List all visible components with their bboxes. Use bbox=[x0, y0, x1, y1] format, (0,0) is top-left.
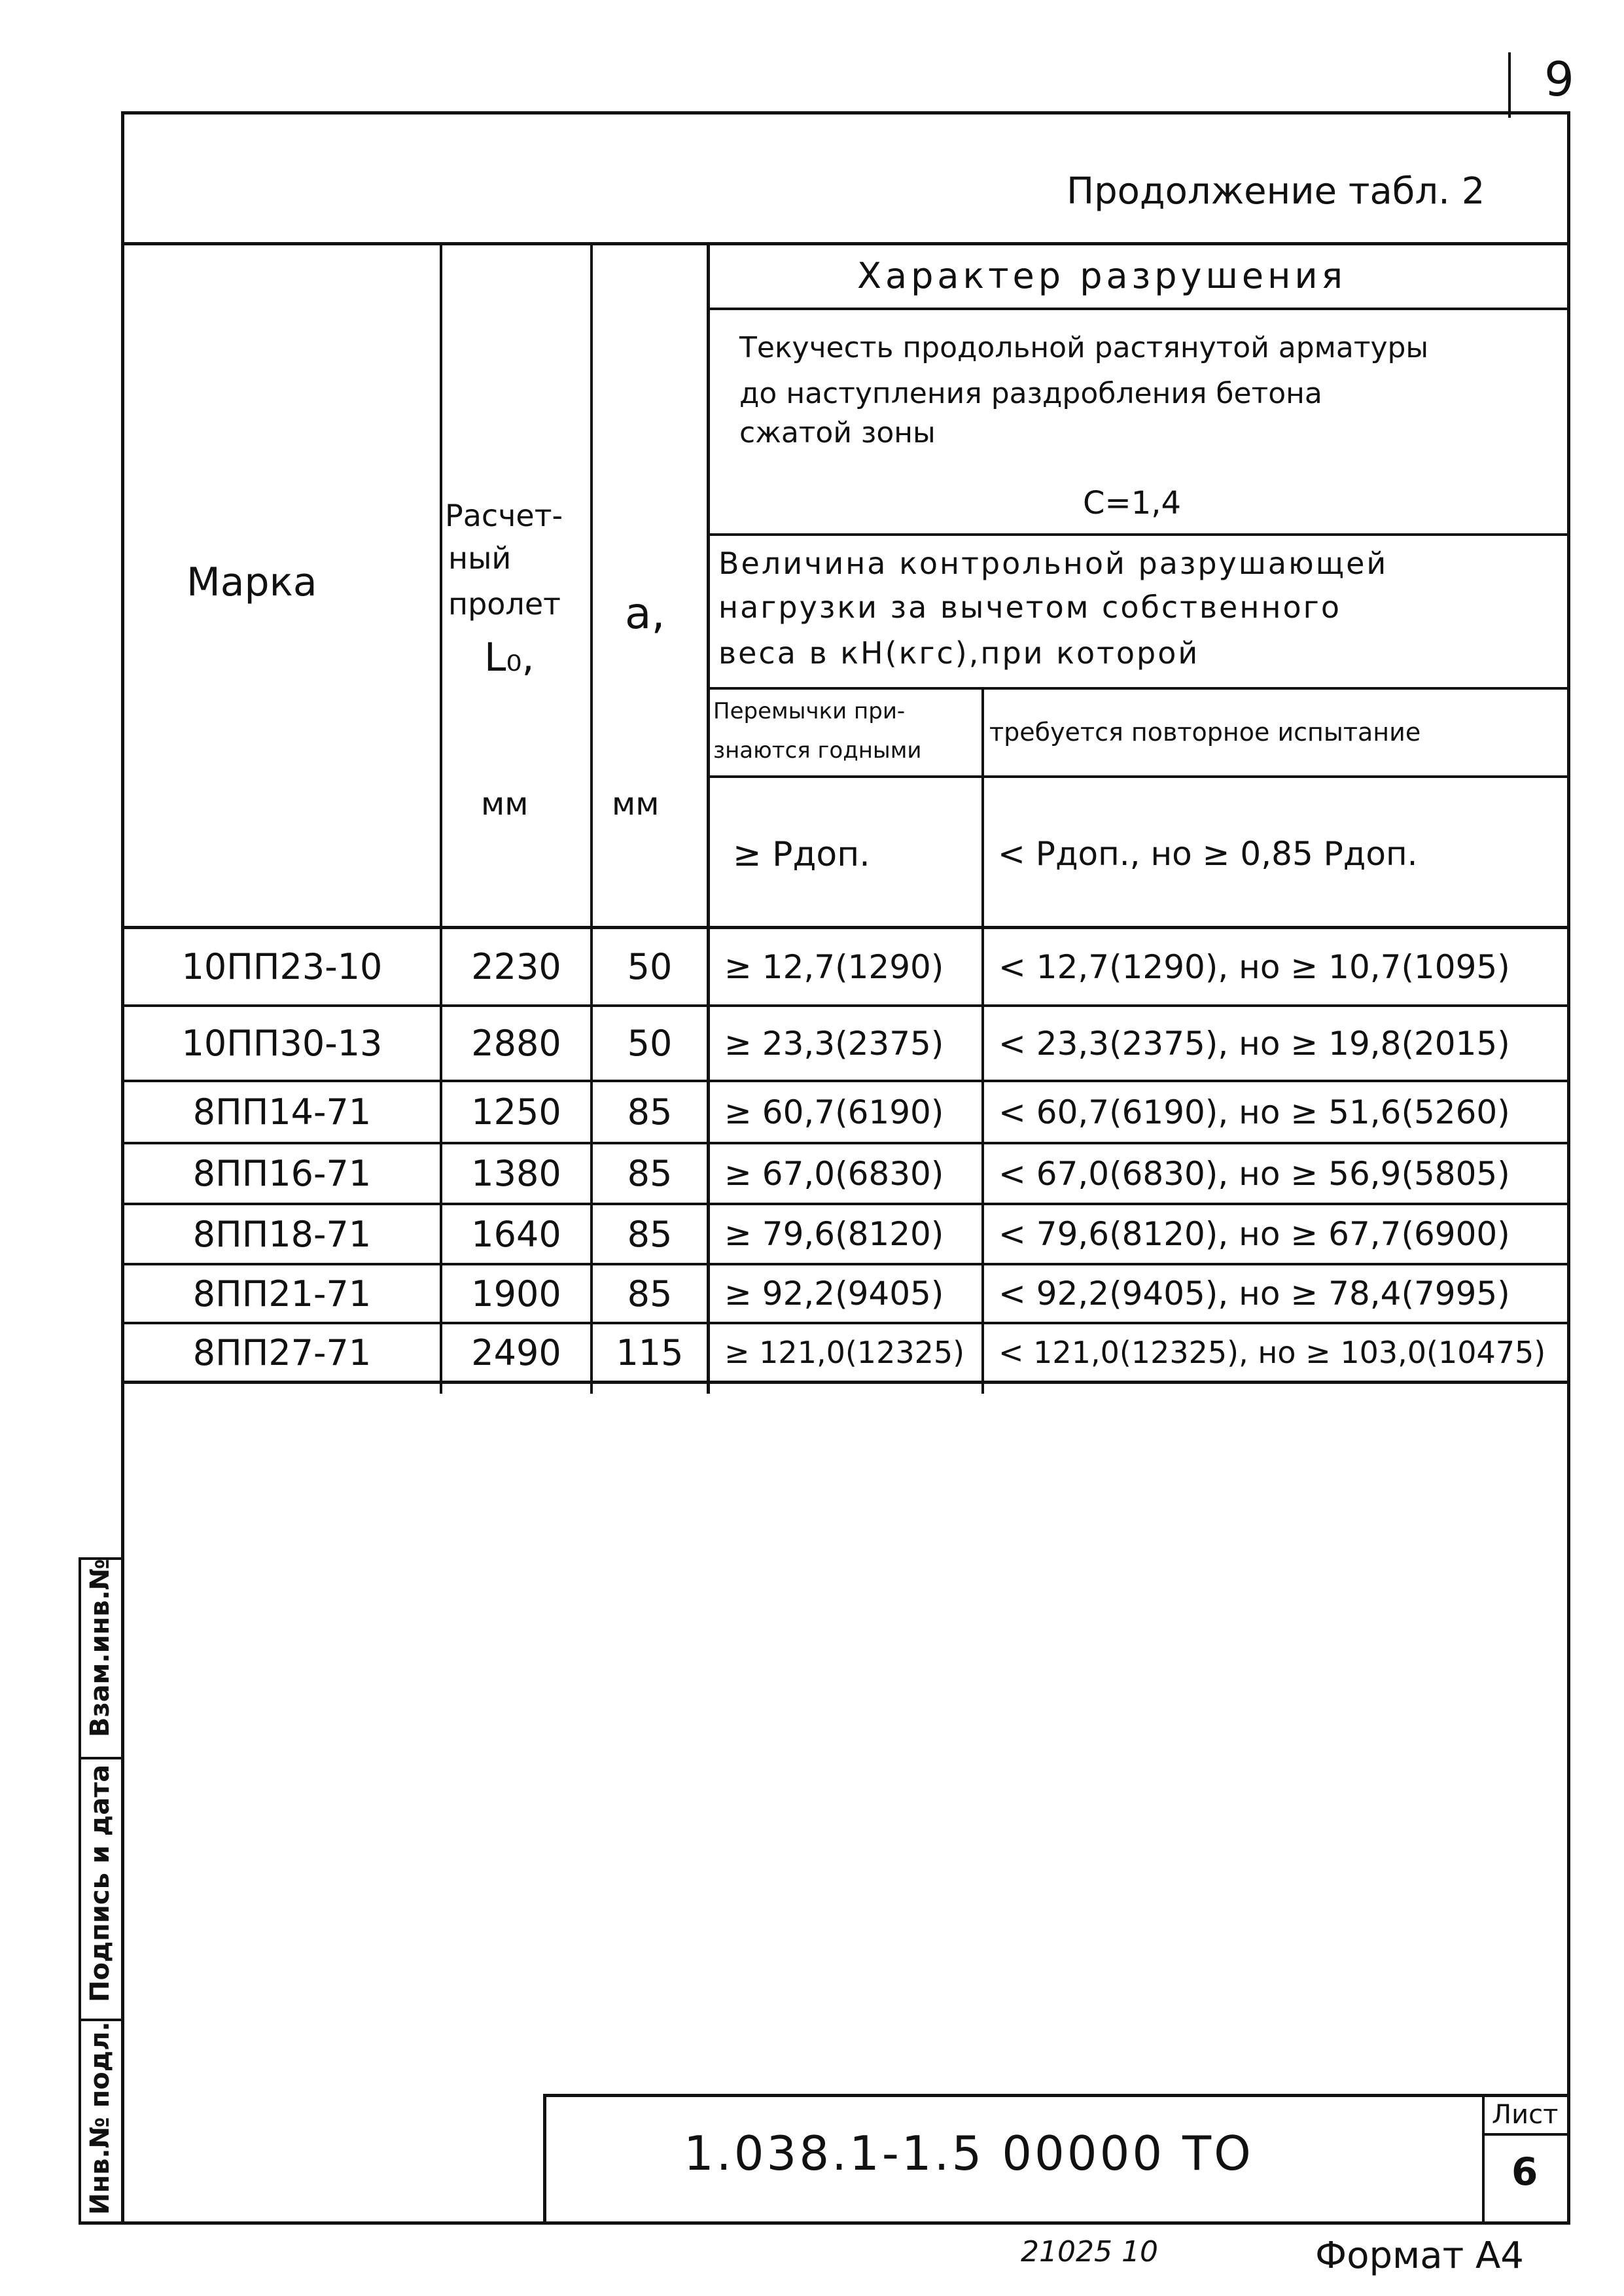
h-line-subheader bbox=[707, 775, 1570, 778]
table-row-5-mark: 8ПП18-71 bbox=[192, 1213, 372, 1255]
table-row-3-accepted: ≥ 60,7(6190) bbox=[724, 1093, 944, 1131]
table-row-2-retest: < 23,3(2375), но ≥ 19,8(2015) bbox=[998, 1024, 1510, 1063]
frame-bottom bbox=[79, 2221, 1570, 2225]
table-row-1-span: 2230 bbox=[471, 946, 561, 987]
title-block-top bbox=[543, 2094, 1570, 2097]
header-span-line2: ный bbox=[448, 540, 512, 576]
side-stamp-inv-podl: Инв.№ подл. bbox=[85, 2021, 115, 2215]
table-row-4-mark: 8ПП16-71 bbox=[192, 1153, 372, 1194]
title-block-sheet-label-line bbox=[1482, 2133, 1570, 2136]
header-span-line3: пролет bbox=[448, 586, 561, 622]
table-row-2-a: 50 bbox=[627, 1023, 673, 1064]
side-stamp-divider-2 bbox=[79, 2019, 124, 2021]
table-row-3-retest: < 60,7(6190), но ≥ 51,6(5260) bbox=[998, 1093, 1510, 1131]
sheet-number: 9 bbox=[1544, 52, 1574, 107]
table-row-1-mark: 10ПП23-10 bbox=[181, 946, 383, 987]
table-row-5-accepted: ≥ 79,6(8120) bbox=[724, 1215, 944, 1253]
header-span-unit: мм bbox=[481, 786, 529, 822]
header-retest-condition: < Pдоп., но ≥ 0,85 Pдоп. bbox=[998, 835, 1418, 873]
continuation-title: Продолжение табл. 2 bbox=[1067, 170, 1485, 213]
table-row-4-accepted: ≥ 67,0(6830) bbox=[724, 1154, 944, 1193]
table-row-5-span: 1640 bbox=[471, 1213, 561, 1255]
footer-number: 21025 10 bbox=[1021, 2235, 1158, 2269]
table-row-4-retest: < 67,0(6830), но ≥ 56,9(5805) bbox=[998, 1154, 1510, 1193]
header-accepted-line1: Перемычки при- bbox=[713, 698, 906, 724]
side-stamp-divider-1 bbox=[79, 1757, 124, 1759]
table-row-7-retest: < 121,0(12325), но ≥ 103,0(10475) bbox=[998, 1335, 1546, 1370]
h-line-load bbox=[707, 687, 1570, 690]
frame-right bbox=[1567, 111, 1570, 2225]
header-accepted-condition: ≥ Pдоп. bbox=[733, 835, 870, 874]
header-span-symbol: L₀, bbox=[484, 635, 535, 680]
table-row-6-mark: 8ПП21-71 bbox=[192, 1273, 372, 1315]
side-stamp-sign-date: Подпись и дата bbox=[85, 1764, 115, 2002]
sheet-value: 6 bbox=[1511, 2149, 1538, 2194]
header-c-value: C=1,4 bbox=[1083, 485, 1182, 521]
header-accepted-line2: знаются годными bbox=[713, 737, 922, 764]
table-row-4-a: 85 bbox=[627, 1153, 673, 1194]
table-row-7-mark: 8ПП27-71 bbox=[192, 1332, 372, 1373]
header-failure-desc-line2: до наступления раздробления бетона bbox=[739, 377, 1322, 410]
h-line-failure bbox=[707, 308, 1570, 310]
table-row-3-span: 1250 bbox=[471, 1091, 561, 1133]
header-failure-desc-line3: сжатой зоны bbox=[739, 416, 936, 450]
table-row-1-accepted: ≥ 12,7(1290) bbox=[724, 947, 944, 986]
table-row-6-accepted: ≥ 92,2(9405) bbox=[724, 1275, 944, 1313]
header-a-unit: мм bbox=[612, 786, 660, 822]
table-row-2-span: 2880 bbox=[471, 1023, 561, 1064]
table-row-2-mark: 10ПП30-13 bbox=[181, 1023, 383, 1064]
sheet-label: Лист bbox=[1492, 2100, 1559, 2130]
frame-top bbox=[121, 111, 1570, 115]
side-stamp-left-border bbox=[79, 1557, 81, 2225]
table-row-4-span: 1380 bbox=[471, 1153, 561, 1194]
h-line-c bbox=[707, 533, 1570, 536]
table-row-6-a: 85 bbox=[627, 1273, 673, 1315]
header-span-line1: Расчет- bbox=[445, 498, 563, 533]
table-row-7-span: 2490 bbox=[471, 1332, 561, 1373]
header-failure-desc-line1: Текучесть продольной растянутой арматуры bbox=[739, 331, 1429, 364]
footer-format: Формат А4 bbox=[1315, 2234, 1524, 2277]
table-row-6-span: 1900 bbox=[471, 1273, 561, 1315]
table-row-5-retest: < 79,6(8120), но ≥ 67,7(6900) bbox=[998, 1215, 1510, 1253]
header-retest: требуется повторное испытание bbox=[989, 718, 1421, 747]
table-row-1-retest: < 12,7(1290), но ≥ 10,7(1095) bbox=[998, 947, 1510, 986]
title-block-sheet-divider bbox=[1482, 2094, 1485, 2225]
table-row-7-a: 115 bbox=[616, 1332, 684, 1373]
header-failure-type: Характер разрушения bbox=[857, 255, 1347, 296]
table-bottom-border bbox=[121, 1381, 1570, 1384]
header-load-line1: Величина контрольной разрушающей bbox=[718, 546, 1388, 581]
side-stamp-vzam-inv: Взам.инв.№ bbox=[85, 1559, 115, 1737]
table-row-6-retest: < 92,2(9405), но ≥ 78,4(7995) bbox=[998, 1275, 1510, 1313]
table-row-5-a: 85 bbox=[627, 1213, 673, 1255]
sheet-number-divider bbox=[1508, 52, 1511, 118]
table-row-3-mark: 8ПП14-71 bbox=[192, 1091, 372, 1133]
header-load-line3: веса в кН(кгс),при которой bbox=[718, 635, 1200, 671]
title-block-left bbox=[543, 2094, 546, 2225]
table-row-1-a: 50 bbox=[627, 946, 673, 987]
document-code: 1.038.1-1.5 00000 ТО bbox=[684, 2126, 1254, 2181]
table-top-border bbox=[121, 242, 1570, 245]
table-row-3-a: 85 bbox=[627, 1091, 673, 1133]
header-mark: Марка bbox=[186, 559, 317, 605]
table-row-2-accepted: ≥ 23,3(2375) bbox=[724, 1024, 944, 1063]
header-load-line2: нагрузки за вычетом собственного bbox=[718, 590, 1341, 625]
table-row-7-accepted: ≥ 121,0(12325) bbox=[724, 1335, 965, 1370]
header-a-label: a, bbox=[625, 588, 665, 639]
